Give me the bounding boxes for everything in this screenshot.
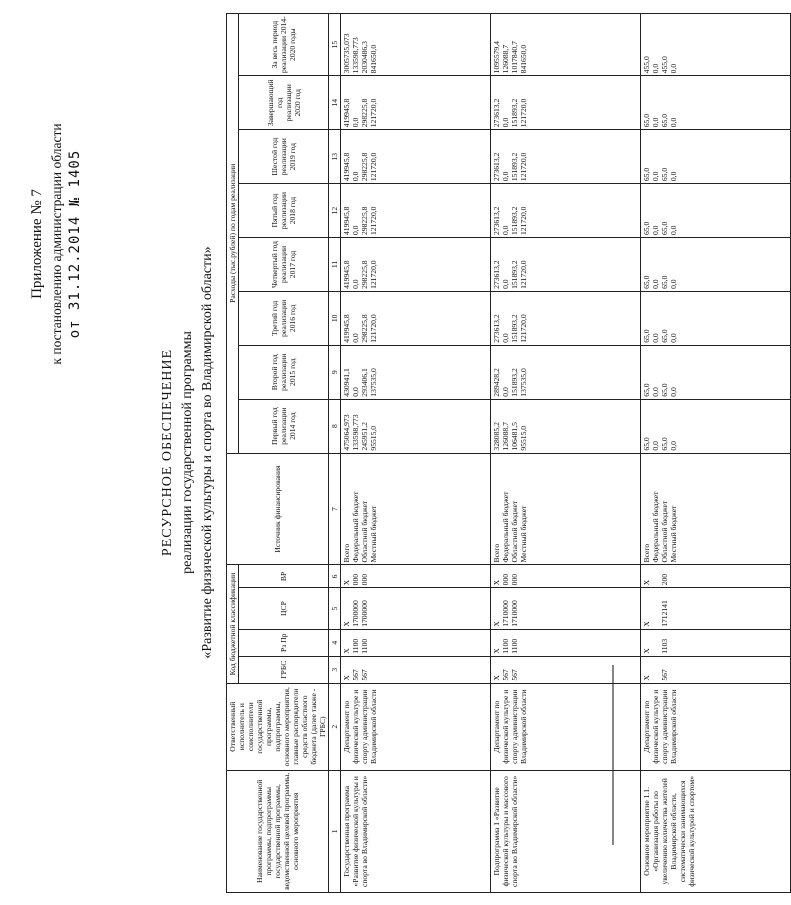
- header-total: За весь период реализации 2014-2020 годы: [239, 14, 329, 76]
- row-y2-cell: [341, 345, 491, 399]
- table-body: [341, 14, 791, 893]
- y4-value: 0,0: [501, 279, 510, 289]
- grbs-value: 567: [510, 669, 519, 681]
- y6-value: 121720,0: [369, 152, 378, 182]
- y7-value: 65,0: [642, 113, 651, 128]
- table-row: [641, 14, 791, 893]
- total-value: 841650,0: [519, 44, 528, 74]
- column-number: 4: [329, 629, 341, 656]
- csr-value: X: [492, 621, 501, 627]
- y1-value: 65,0: [660, 437, 669, 451]
- total-value: 133598,773: [351, 37, 360, 74]
- y3-value: 121720,0: [369, 314, 378, 343]
- y4-value: 298225,8: [360, 260, 369, 289]
- y5-value: 419945,8: [342, 206, 351, 236]
- y6-value: 419945,8: [342, 152, 351, 182]
- scan-mark: [612, 665, 614, 845]
- annex-ref: к постановлению администрации области: [49, 123, 64, 365]
- column-number: 15: [329, 14, 341, 76]
- y3-value: 151893,2: [510, 314, 519, 343]
- y7-value: 298225,8: [360, 98, 369, 128]
- header-responsible: Ответственный исполнитель и соисполнители государственной программы, подпрограммы, основного мероприятия, главные распорядители средств областного бюджета (далее также - ГРБС): [227, 683, 329, 770]
- csr-value: 1700000: [360, 600, 369, 627]
- y7-value: 419945,8: [342, 98, 351, 128]
- row-responsible: Департамент по физической культуре и спорту администрации Владимирской области: [341, 683, 491, 770]
- y1-value: 95515,0: [519, 425, 528, 451]
- header-year-6: Шестой год реализации 2019 год: [239, 130, 329, 184]
- column-number: 6: [329, 565, 341, 588]
- y1-value: 126088,7: [501, 422, 510, 451]
- y7-value: 151893,2: [510, 98, 519, 128]
- grbs-value: 567: [360, 669, 369, 681]
- source-value: Областной бюджет: [360, 500, 369, 563]
- y1-value: 0,0: [651, 441, 660, 451]
- y5-value: 121720,0: [519, 206, 528, 236]
- y1-value: 133598,773: [351, 414, 360, 451]
- row-vr-cell: [491, 565, 641, 588]
- header-expenses: Расходы (тыс.рублей) по годам реализации: [227, 14, 239, 454]
- y2-value: 0,0: [501, 387, 510, 397]
- source-value: Местный бюджет: [669, 505, 678, 563]
- grbs-value: X: [642, 675, 651, 681]
- y3-value: 65,0: [660, 329, 669, 343]
- heading-program-name: «Развитие физической культуры и спорта во Владимирской области»: [200, 246, 215, 659]
- row-y6-cell: [341, 130, 491, 184]
- y6-value: 273613,2: [492, 152, 501, 182]
- row-y4-cell: [491, 238, 641, 292]
- y3-value: 419945,8: [342, 314, 351, 343]
- rzpr-value: 1100: [351, 638, 360, 654]
- y2-value: 0,0: [651, 387, 660, 397]
- rzpr-value: 1100: [510, 638, 519, 654]
- csr-value: 1700000: [351, 600, 360, 627]
- y1-value: 245951,2: [360, 422, 369, 451]
- vr-value: 200: [660, 573, 669, 586]
- row-source-cell: [341, 453, 491, 565]
- column-number: 8: [329, 399, 341, 453]
- y5-value: 65,0: [642, 221, 651, 236]
- y1-value: 65,0: [642, 437, 651, 451]
- source-value: Федеральный бюджет: [501, 491, 510, 563]
- row-y7-cell: [341, 76, 491, 130]
- y2-value: 65,0: [660, 383, 669, 397]
- y4-value: 121720,0: [369, 260, 378, 289]
- source-value: Всего: [492, 543, 501, 563]
- column-number: 9: [329, 345, 341, 399]
- row-y4-cell: [641, 238, 791, 292]
- csr-value: 1710000: [501, 600, 510, 627]
- row-y5-cell: [491, 184, 641, 238]
- resources-table: [226, 13, 791, 893]
- y5-value: 65,0: [660, 221, 669, 236]
- column-number: 10: [329, 291, 341, 345]
- source-value: Всего: [642, 543, 651, 563]
- source-value: Местный бюджет: [369, 505, 378, 563]
- y2-value: 293406,1: [360, 368, 369, 397]
- y5-value: 0,0: [501, 225, 510, 236]
- vr-value: 000: [501, 573, 510, 586]
- y2-value: 0,0: [351, 387, 360, 397]
- annex-block: [28, 34, 85, 454]
- row-source-cell: [491, 453, 641, 565]
- vr-value: 000: [510, 573, 519, 586]
- total-value: 126088,7: [501, 44, 510, 74]
- total-value: 841650,0: [369, 44, 378, 74]
- y5-value: 0,0: [651, 225, 660, 236]
- source-value: Областной бюджет: [660, 500, 669, 563]
- column-number: 1: [329, 770, 341, 892]
- row-y1-cell: [641, 399, 791, 453]
- y2-value: 151893,2: [510, 368, 519, 397]
- header-source: Источник финансирования: [227, 453, 329, 565]
- y2-value: 289428,2: [492, 368, 501, 397]
- row-y3-cell: [341, 291, 491, 345]
- y4-value: 151893,2: [510, 260, 519, 289]
- y5-value: 121720,0: [369, 206, 378, 236]
- row-csr-cell: [491, 588, 641, 629]
- column-number: 11: [329, 238, 341, 292]
- total-value: 0,0: [651, 63, 660, 74]
- y7-value: 121720,0: [519, 98, 528, 128]
- column-number-row: [329, 14, 341, 893]
- y3-value: 0,0: [669, 333, 678, 343]
- y3-value: 273613,2: [492, 314, 501, 343]
- row-y1-cell: [491, 399, 641, 453]
- total-value: 1017840,7: [510, 41, 519, 74]
- column-number: 7: [329, 453, 341, 565]
- y7-value: 65,0: [660, 113, 669, 128]
- grbs-value: [651, 659, 660, 681]
- grbs-value: X: [492, 675, 501, 681]
- row-grbs-cell: [491, 656, 641, 683]
- y4-value: 65,0: [642, 275, 651, 289]
- y4-value: 121720,0: [519, 260, 528, 289]
- y1-value: 95515,0: [369, 425, 378, 451]
- row-y7-cell: [641, 76, 791, 130]
- row-name: Подпрограмма 1 «Развитие физической культуры и массового спорта во Владимирской области»: [491, 770, 641, 892]
- row-csr-cell: [341, 588, 491, 629]
- row-y4-cell: [341, 238, 491, 292]
- row-total-cell: [341, 14, 491, 76]
- csr-value: X: [342, 621, 351, 627]
- y2-value: 137535,0: [519, 368, 528, 397]
- source-value: Всего: [342, 543, 351, 563]
- rzpr-value: 1100: [501, 638, 510, 654]
- total-value: 455,0: [660, 56, 669, 74]
- row-grbs-cell: [341, 656, 491, 683]
- grbs-value: 567: [351, 669, 360, 681]
- row-responsible: Департамент по физической культуре и спорту администрации Владимирской области: [491, 683, 641, 770]
- y3-value: 65,0: [642, 329, 651, 343]
- y6-value: 298225,8: [360, 152, 369, 182]
- row-total-cell: [641, 14, 791, 76]
- source-value: Местный бюджет: [519, 505, 528, 563]
- vr-value: [651, 568, 660, 586]
- row-grbs-cell: [641, 656, 791, 683]
- source-value: Федеральный бюджет: [351, 491, 360, 563]
- header-year-3: Третий год реализации 2016 год: [239, 291, 329, 345]
- y1-value: 106481,5: [510, 422, 519, 451]
- y2-value: 65,0: [642, 383, 651, 397]
- y5-value: 0,0: [351, 225, 360, 236]
- y4-value: 65,0: [660, 275, 669, 289]
- row-rzpr-cell: [491, 629, 641, 656]
- column-number: 2: [329, 683, 341, 770]
- y1-value: 328085,2: [492, 422, 501, 451]
- table-row: [341, 14, 491, 893]
- y4-value: 419945,8: [342, 260, 351, 289]
- row-rzpr-cell: [641, 629, 791, 656]
- header-csr: ЦСР: [239, 588, 329, 629]
- vr-value: X: [642, 579, 651, 586]
- rzpr-value: 1103: [660, 638, 669, 654]
- y6-value: 0,0: [669, 171, 678, 182]
- y5-value: 151893,2: [510, 206, 519, 236]
- column-number: 5: [329, 588, 341, 629]
- row-y7-cell: [491, 76, 641, 130]
- y5-value: 273613,2: [492, 206, 501, 236]
- column-number: 3: [329, 656, 341, 683]
- csr-value: 1710000: [510, 600, 519, 627]
- header-rzpr: Рз Пр: [239, 629, 329, 656]
- rzpr-value: X: [642, 648, 651, 654]
- y3-value: 0,0: [651, 333, 660, 343]
- y3-value: 298225,8: [360, 314, 369, 343]
- row-y3-cell: [491, 291, 641, 345]
- row-y6-cell: [491, 130, 641, 184]
- row-rzpr-cell: [341, 629, 491, 656]
- header-year-4: Четвертый год реализации 2017 год: [239, 238, 329, 292]
- y6-value: 65,0: [642, 167, 651, 182]
- column-number: 13: [329, 130, 341, 184]
- row-y2-cell: [641, 345, 791, 399]
- table-row: [491, 14, 641, 893]
- row-responsible: Департамент по физической культуре и спорту администрации Владимирской области: [641, 683, 791, 770]
- row-source-cell: [641, 453, 791, 565]
- total-value: 1095579,4: [492, 41, 501, 74]
- header-name: Наименование государственной программы, подпрограммы государственной программы, ведомственной целевой программы, основного мероприятия: [227, 770, 329, 892]
- heading-subtitle: реализации государственной программы: [180, 331, 195, 574]
- total-value: 2030486,3: [360, 41, 369, 74]
- y1-value: 475064,973: [342, 414, 351, 451]
- total-value: 3005735,073: [342, 33, 351, 74]
- header-year-7: Завершающий год реализации 2020 год: [239, 76, 329, 130]
- y7-value: 0,0: [651, 117, 660, 128]
- header-year-1: Первый год реализации 2014 год: [239, 399, 329, 453]
- y6-value: 0,0: [501, 171, 510, 182]
- row-csr-cell: [641, 588, 791, 629]
- y4-value: 0,0: [351, 279, 360, 289]
- row-name: Государственная программа «Развитие физической культуры и спорта во Владимирской области»: [341, 770, 491, 892]
- row-y5-cell: [641, 184, 791, 238]
- total-value: 0,0: [669, 63, 678, 74]
- header-year-2: Второй год реализации 2015 год: [239, 345, 329, 399]
- y4-value: 0,0: [651, 279, 660, 289]
- y7-value: 0,0: [351, 117, 360, 128]
- rzpr-value: X: [492, 648, 501, 654]
- row-name: Основное мероприятие 1.1. «Организация работы по увеличению количества жителей Владимирской области, систематически занимающихся физической культурой и спортом»: [641, 770, 791, 892]
- grbs-value: 567: [501, 669, 510, 681]
- y6-value: 0,0: [351, 171, 360, 182]
- header-budget-code: Код бюджетной классификации: [227, 565, 239, 683]
- y7-value: 121720,0: [369, 98, 378, 128]
- annex-number: Приложение № 7: [29, 189, 45, 299]
- y6-value: 121720,0: [519, 152, 528, 182]
- row-y1-cell: [341, 399, 491, 453]
- y2-value: 430941,1: [342, 368, 351, 397]
- vr-value: 000: [351, 573, 360, 586]
- grbs-value: X: [342, 675, 351, 681]
- row-vr-cell: [641, 565, 791, 588]
- row-y5-cell: [341, 184, 491, 238]
- rzpr-value: 1100: [360, 638, 369, 654]
- y7-value: 273613,2: [492, 98, 501, 128]
- header-vr: ВР: [239, 565, 329, 588]
- vr-value: X: [492, 579, 501, 586]
- y3-value: 0,0: [501, 333, 510, 343]
- source-value: Федеральный бюджет: [651, 491, 660, 563]
- heading-title: РЕСУРСНОЕ ОБЕСПЕЧЕНИЕ: [160, 348, 175, 557]
- row-y3-cell: [641, 291, 791, 345]
- row-y2-cell: [491, 345, 641, 399]
- y3-value: 0,0: [351, 333, 360, 343]
- vr-value: 000: [360, 573, 369, 586]
- y2-value: 137535,0: [369, 368, 378, 397]
- column-number: 12: [329, 184, 341, 238]
- header-grbs: ГРБС: [239, 656, 329, 683]
- y1-value: 0,0: [669, 441, 678, 451]
- y6-value: 0,0: [651, 171, 660, 182]
- vr-value: X: [342, 579, 351, 586]
- csr-value: [651, 590, 660, 626]
- csr-value: 1712141: [660, 600, 669, 627]
- column-number: 14: [329, 76, 341, 130]
- y5-value: 298225,8: [360, 206, 369, 236]
- rzpr-value: [651, 632, 660, 654]
- annex-date: от 31.12.2014 № 1405: [67, 149, 83, 339]
- y6-value: 65,0: [660, 167, 669, 182]
- row-vr-cell: [341, 565, 491, 588]
- y5-value: 0,0: [669, 225, 678, 236]
- row-total-cell: [491, 14, 641, 76]
- y6-value: 151893,2: [510, 152, 519, 182]
- total-value: 455,0: [642, 56, 651, 74]
- y7-value: 0,0: [501, 117, 510, 128]
- source-value: Областной бюджет: [510, 500, 519, 563]
- y4-value: 273613,2: [492, 260, 501, 289]
- header-year-5: Пятый год реализации 2018 год: [239, 184, 329, 238]
- y3-value: 121720,0: [519, 314, 528, 343]
- document-heading: [158, 0, 218, 905]
- csr-value: X: [642, 621, 651, 627]
- row-y6-cell: [641, 130, 791, 184]
- y4-value: 0,0: [669, 279, 678, 289]
- rzpr-value: X: [342, 648, 351, 654]
- y2-value: 0,0: [669, 387, 678, 397]
- y7-value: 0,0: [669, 117, 678, 128]
- grbs-value: 567: [660, 669, 669, 681]
